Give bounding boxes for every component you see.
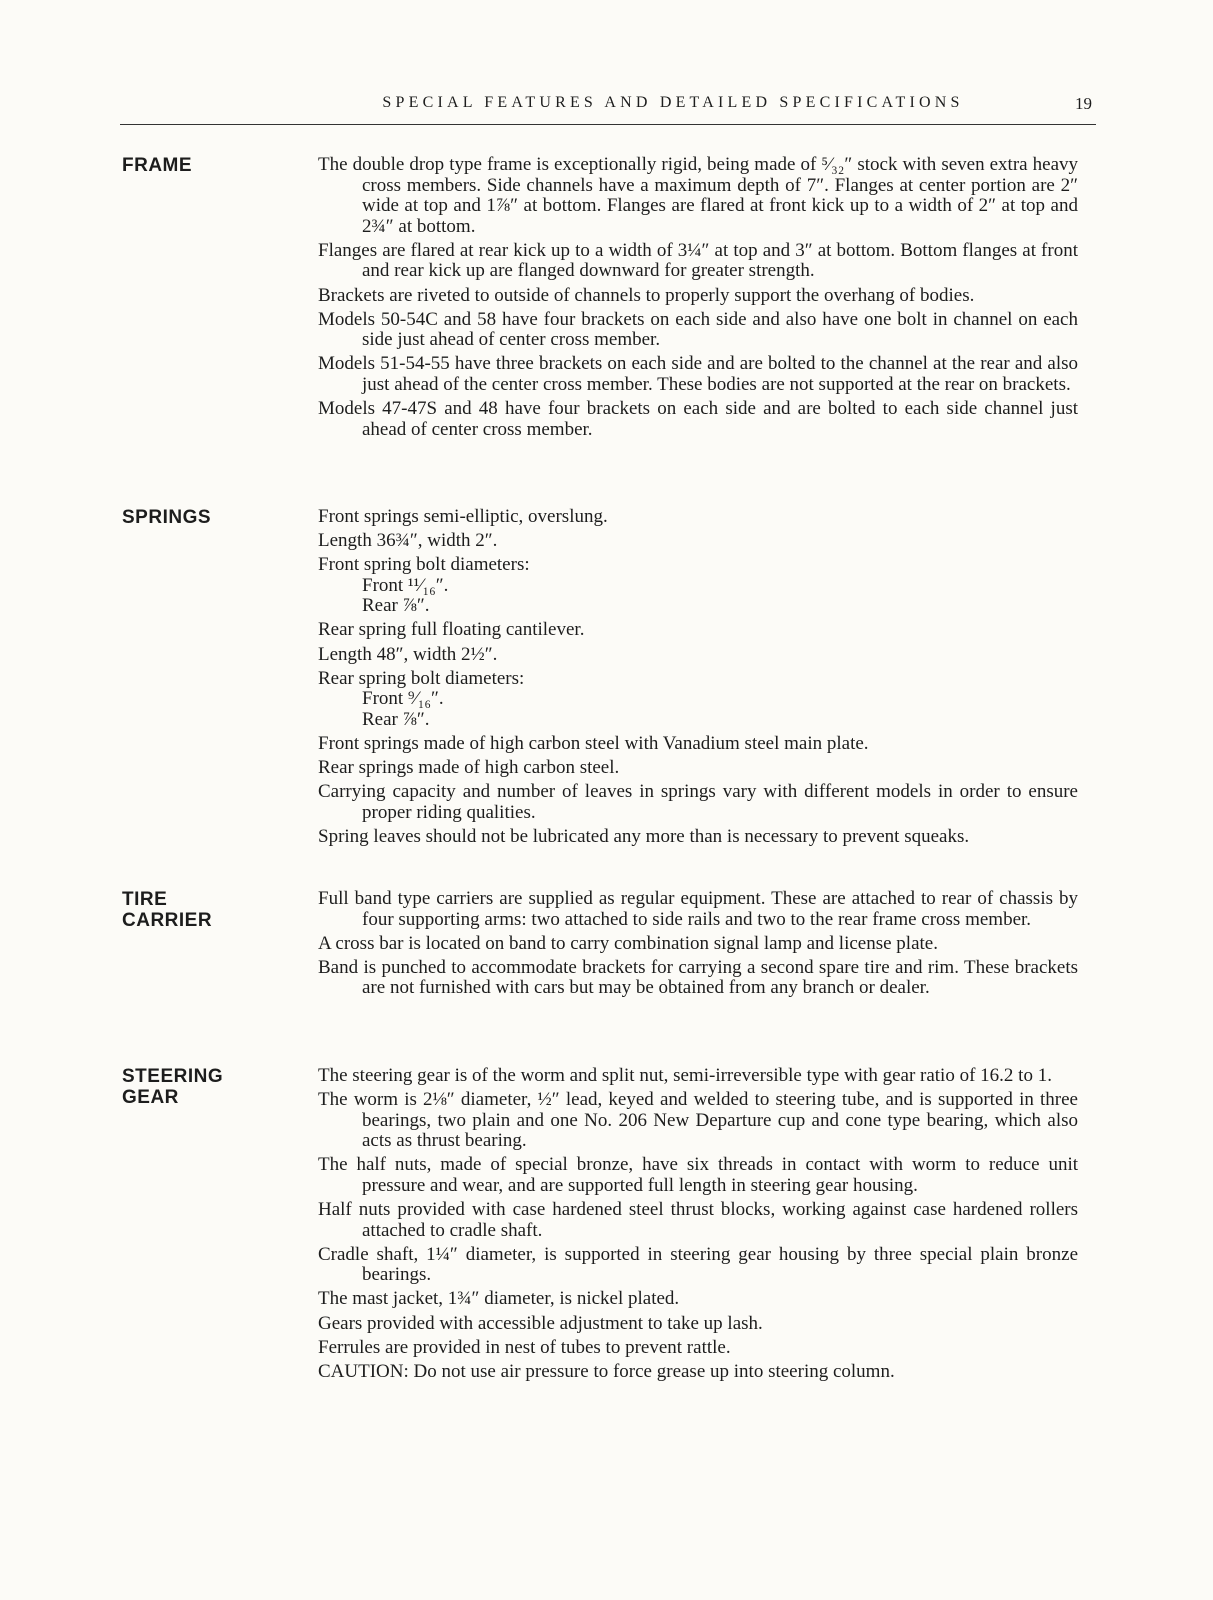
label-line: CARRIER [122, 910, 213, 931]
paragraph: Rear spring bolt diameters: [318, 667, 525, 689]
section-body [318, 155, 1078, 444]
paragraph: Models 50-54C and 58 have four brackets on each side and also have one bolt in channel on each side just ahead of center cross member. [318, 308, 1078, 351]
paragraph: Flanges are flared at rear kick up to a width of 3¼″ at top and 3″ at bottom. Bottom flanges at front and rear kick up are flanged downward for greater strength. [318, 239, 1078, 282]
paragraph: Front ¹¹⁄₁₆″. [362, 574, 449, 596]
paragraph: The half nuts, made of special bronze, have six threads in contact with worm to reduce unit pressure and wear, and are supported full length in steering gear housing. [318, 1154, 1078, 1196]
label-line: STEERING [122, 1066, 224, 1087]
paragraph: Full band type carriers are supplied as regular equipment. These are attached to rear of chassis by four supporting arms: two attached to side rails and two to the rear frame cross member. [318, 888, 1078, 930]
paragraph: Front springs semi-elliptic, overslung. [318, 506, 608, 527]
paragraph: Brackets are riveted to outside of channels to properly support the overhang of bodies. [318, 284, 975, 306]
paragraph: Front springs made of high carbon steel with Vanadium steel main plate. [318, 732, 869, 754]
running-title: SPECIAL FEATURES AND DETAILED SPECIFICATIONS [382, 94, 964, 111]
paragraph: Gears provided with accessible adjustment to take up lash. [318, 1312, 763, 1334]
paragraph: Ferrules are provided in nest of tubes to prevent rattle. [318, 1336, 731, 1358]
section-label: FRAME [122, 155, 193, 176]
section-label: SPRINGS [122, 507, 212, 528]
paragraph: Rear springs made of high carbon steel. [318, 757, 620, 779]
paragraph: A cross bar is located on band to carry combination signal lamp and license plate. [318, 932, 938, 954]
paragraph: Models 47-47S and 48 have four brackets on each side and are bolted to each side channel just ahead of center cross member. [318, 398, 1078, 440]
page-number: 19 [1075, 94, 1092, 113]
section-body [318, 1066, 1078, 1386]
paragraph: Rear ⅞″. [362, 595, 430, 617]
section-label [122, 889, 212, 931]
section-label [122, 1066, 223, 1108]
paragraph: The worm is 2⅛″ diameter, ½″ lead, keyed and welded to steering tube, and is supported in three bearings, two plain and one No. 206 New Departure cup and cone type bearing, which also acts as thrust bearing. [318, 1089, 1078, 1152]
paragraph: Spring leaves should not be lubricated any more than is necessary to prevent squeaks. [318, 825, 970, 847]
label-line: TIRE [122, 889, 168, 910]
paragraph: Band is punched to accommodate brackets for carrying a second spare tire and rim. These brackets are not furnished with cars but may be obtained from any branch or dealer. [318, 956, 1078, 999]
paragraph: The double drop type frame is exceptionally rigid, being made of ⁵⁄₃₂″ stock with seven extra heavy cross members. Side channels have a maximum depth of 7″. Flanges at center portion are 2″ wide at top and 1⅞″ at bottom. Flanges are flared at front kick up to a width of 2″ at top and 2¾″ at bottom. [318, 154, 1078, 237]
paragraph: Models 51-54-55 have three brackets on each side and are bolted to the channel at the rear and also just ahead of the center cross member. These bodies are not supported at the rear on brackets. [318, 353, 1078, 395]
paragraph: The mast jacket, 1¾″ diameter, is nickel plated. [318, 1288, 680, 1310]
paragraph: CAUTION: Do not use air pressure to force grease up into steering column. [318, 1361, 895, 1383]
paragraph: Half nuts provided with case hardened steel thrust blocks, working against case hardened rollers attached to cradle shaft. [318, 1199, 1078, 1241]
paragraph: Length 48″, width 2½″. [318, 643, 498, 665]
paragraph: The steering gear is of the worm and split nut, semi-irreversible type with gear ratio of 16.2 to 1. [318, 1065, 1052, 1086]
paragraph: Rear ⅞″. [362, 708, 430, 730]
paragraph: Front ⁹⁄₁₆″. [362, 688, 444, 710]
paragraph: Cradle shaft, 1¼″ diameter, is supported in steering gear housing by three special plain bronze bearings. [318, 1243, 1078, 1286]
section-body [318, 507, 1078, 851]
section-body [318, 889, 1078, 1002]
page-header [120, 94, 1096, 125]
paragraph: Carrying capacity and number of leaves in springs vary with different models in order to ensure proper riding qualities. [318, 781, 1078, 823]
paragraph: Front spring bolt diameters: [318, 554, 530, 576]
label-line: GEAR [122, 1087, 179, 1108]
paragraph: Length 36¾″, width 2″. [318, 530, 498, 552]
paragraph: Rear spring full floating cantilever. [318, 619, 585, 641]
